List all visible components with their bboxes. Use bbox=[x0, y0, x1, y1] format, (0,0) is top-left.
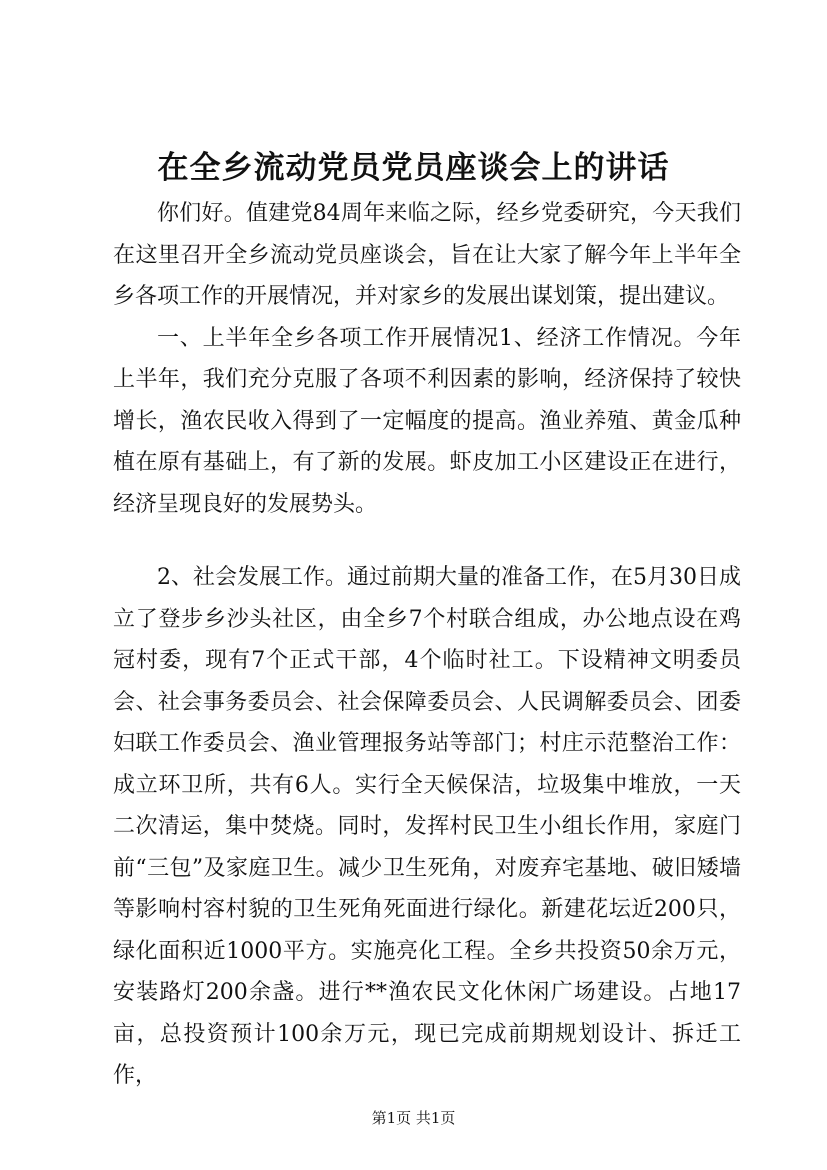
document-title: 在全乡流动党员党员座谈会上的讲话 bbox=[157, 150, 670, 186]
paragraph-social-development: 2、社会发展工作。通过前期大量的准备工作，在5月30日成立了登步乡沙头社区，由全乡7个村联合组成，办公地点设在鸡冠村委，现有7个正式干部，4个临时社工。下设精神文明委员会、社会事务委员会、社会保障委员会、人民调解委员会、团委妇联工作委员会、渔业管理报务站等部门；村庄示范整治工作：成立环卫所，共有6人。实行全天候保洁，垃圾集中堆放，一天二次清运，集中焚烧。同时，发挥村民卫生小组长作用，家庭门前“三包”及家庭卫生。减少卫生死角，对废弃宅基地、破旧矮墙等影响村容村貌的卫生死角死面进行绿化。新建花坛近200只，绿化面积近1000平方。实施亮化工程。全乡共投资50余万元，安装路灯200余盏。进行**渔农民文化休闲广场建设。占地17亩，总投资预计100余万元，现已完成前期规划设计、拆迁工作， bbox=[113, 565, 741, 1088]
paragraph-greeting: 你们好。值建党84周年来临之际，经乡党委研究，今天我们在这里召开全乡流动党员座谈会，旨在让大家了解今年上半年全乡各项工作的开展情况，并对家乡的发展出谋划策，提出建议。 bbox=[113, 201, 741, 309]
document-body bbox=[113, 193, 741, 1097]
paragraph-economy: 一、上半年全乡各项工作开展情况1、经济工作情况。今年上半年，我们充分克服了各项不利因素的影响，经济保持了较快增长，渔农民收入得到了一定幅度的提高。渔业养殖、黄金瓜种植在原有基础上，有了新的发展。虾皮加工小区建设正在进行，经济呈现良好的发展势头。 bbox=[113, 325, 741, 517]
page-number-footer: 第1页 共1页 bbox=[371, 1109, 456, 1127]
